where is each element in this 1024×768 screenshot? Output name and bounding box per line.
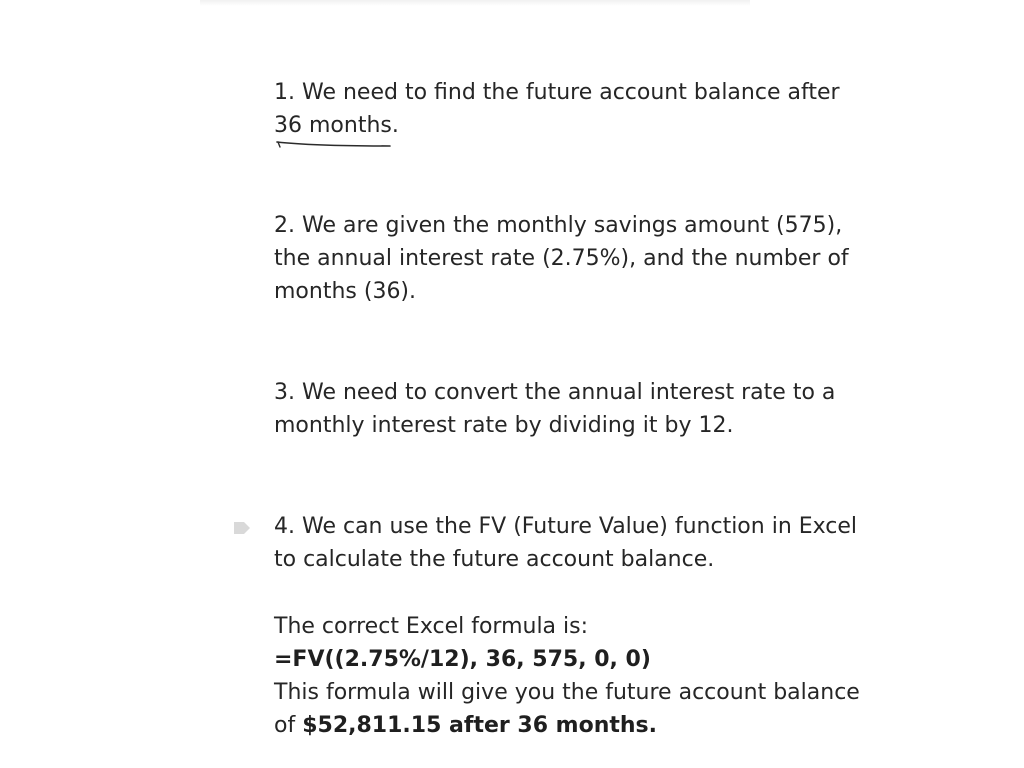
answer-result-line-1: This formula will give you the future account balance: [274, 680, 860, 705]
answer-result-line-2: [274, 709, 860, 742]
step-2-line-3: months (36).: [274, 279, 417, 304]
step-4-line-2: to calculate the future account balance.: [274, 547, 715, 572]
step-3-line-2: monthly interest rate by dividing it by 12.: [274, 413, 734, 438]
step-4-line-1: 4. We can use the FV (Future Value) function in Excel: [274, 514, 858, 539]
step-2-line-2: the annual interest rate (2.75%), and the number of: [274, 246, 849, 271]
answer-intro: The correct Excel formula is:: [274, 614, 589, 639]
step-2-line-1: 2. We are given the monthly savings amount (575),: [274, 213, 843, 238]
step-1-line-2: 36 months.: [274, 113, 399, 138]
step-1-line-1: 1. We need to find the future account balance after: [274, 80, 840, 105]
step-4: [274, 510, 857, 576]
handwritten-underline: [274, 138, 398, 156]
top-shadow-strip: [200, 0, 750, 6]
step-3: [274, 376, 835, 442]
excel-formula: =FV((2.75%/12), 36, 575, 0, 0): [274, 647, 651, 672]
answer-block: [274, 610, 860, 742]
step-2: [274, 209, 849, 308]
step-1: [274, 76, 840, 142]
step-3-line-1: 3. We need to convert the annual interest rate to a: [274, 380, 836, 405]
answer-result-value: $52,811.15 after 36 months.: [302, 713, 658, 738]
tag-marker-icon: [233, 520, 251, 536]
answer-result-of: of: [274, 713, 303, 738]
